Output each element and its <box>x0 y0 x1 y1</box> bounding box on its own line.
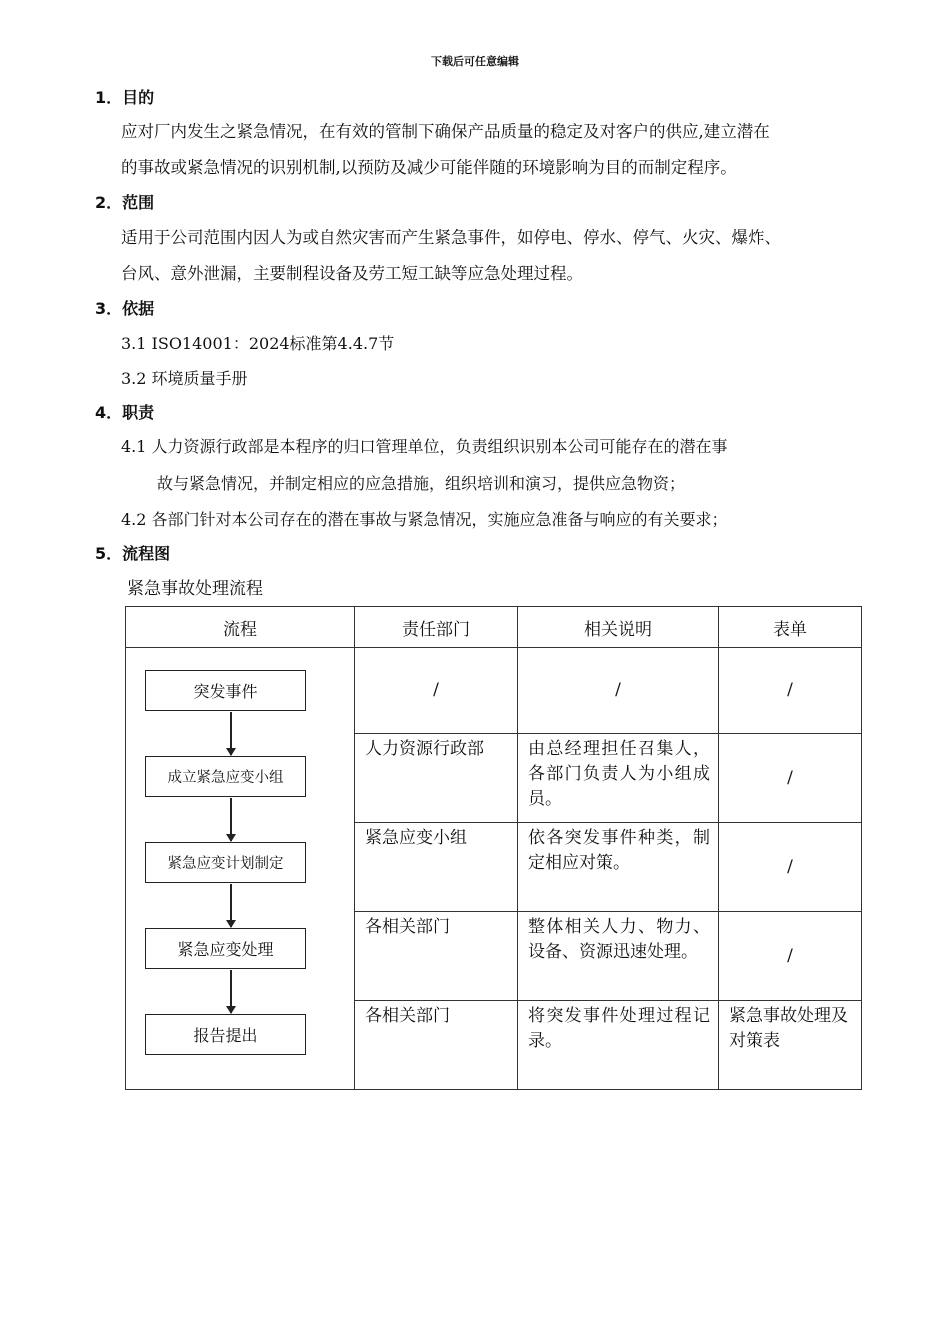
description-cell: 依各突发事件种类，制定相应对策。 <box>518 823 719 912</box>
flow-arrow <box>230 798 232 841</box>
department-cell: 紧急应变小组 <box>355 823 518 912</box>
section-heading-basis: 3．依据 <box>95 299 155 318</box>
description-cell: / <box>518 648 719 734</box>
department-cell: / <box>355 648 518 734</box>
list-item: 3.1 ISO14001：2024标准第4.4.7节 <box>121 334 395 353</box>
paragraph-line: 应对厂内发生之紧急情况，在有效的管制下确保产品质量的稳定及对客户的供应,建立潜在 <box>121 122 770 141</box>
department-cell: 各相关部门 <box>355 912 518 1001</box>
flow-step: 成立紧急应变小组 <box>145 756 306 797</box>
section-heading-purpose: 1．目的 <box>95 88 155 107</box>
paragraph-line: 的事故或紧急情况的识别机制,以预防及减少可能伴随的环境影响为目的而制定程序。 <box>121 158 737 177</box>
column-header-department: 责任部门 <box>355 607 518 648</box>
table-header-row <box>126 607 862 648</box>
form-cell: / <box>719 912 862 1001</box>
flow-step: 报告提出 <box>145 1014 306 1055</box>
form-cell: / <box>719 823 862 912</box>
section-heading-scope: 2．范围 <box>95 193 155 212</box>
column-header-description: 相关说明 <box>518 607 719 648</box>
paragraph-line: 台风、意外泄漏，主要制程设备及劳工短工缺等应急处理过程。 <box>121 264 583 283</box>
flow-step: 紧急应变处理 <box>145 928 306 969</box>
column-header-flow: 流程 <box>126 607 355 648</box>
list-item: 4.1 人力资源行政部是本程序的归口管理单位，负责组织识别本公司可能存在的潜在事 <box>121 437 728 456</box>
description-cell: 将突发事件处理过程记录。 <box>518 1001 719 1090</box>
section-heading-responsibility: 4．职责 <box>95 403 155 422</box>
flow-step: 紧急应变计划制定 <box>145 842 306 883</box>
paragraph-line: 适用于公司范围内因人为或自然灾害而产生紧急事件，如停电、停水、停气、火灾、爆炸、 <box>121 228 781 247</box>
department-cell: 人力资源行政部 <box>355 734 518 823</box>
page-header: 下载后可任意编辑 <box>431 55 519 68</box>
process-table <box>125 606 862 1090</box>
form-cell: / <box>719 648 862 734</box>
flowchart-caption: 紧急事故处理流程 <box>127 579 263 599</box>
flow-arrow <box>230 970 232 1013</box>
table-row <box>126 648 862 734</box>
column-header-form: 表单 <box>719 607 862 648</box>
flow-step: 突发事件 <box>145 670 306 711</box>
list-item: 4.2 各部门针对本公司存在的潜在事故与紧急情况，实施应急准备与响应的有关要求； <box>121 510 728 529</box>
form-cell: / <box>719 734 862 823</box>
flowchart-cell <box>126 648 355 1090</box>
flow-arrow <box>230 884 232 927</box>
list-item: 3.2 环境质量手册 <box>121 369 248 388</box>
flow-arrow <box>230 712 232 755</box>
description-cell: 整体相关人力、物力、设备、资源迅速处理。 <box>518 912 719 1001</box>
description-cell: 由总经理担任召集人，各部门负责人为小组成员。 <box>518 734 719 823</box>
section-heading-flowchart: 5．流程图 <box>95 544 171 563</box>
list-item-continuation: 故与紧急情况，并制定相应的应急措施，组织培训和演习，提供应急物资； <box>157 474 686 493</box>
form-cell: 紧急事故处理及对策表 <box>719 1001 862 1090</box>
department-cell: 各相关部门 <box>355 1001 518 1090</box>
